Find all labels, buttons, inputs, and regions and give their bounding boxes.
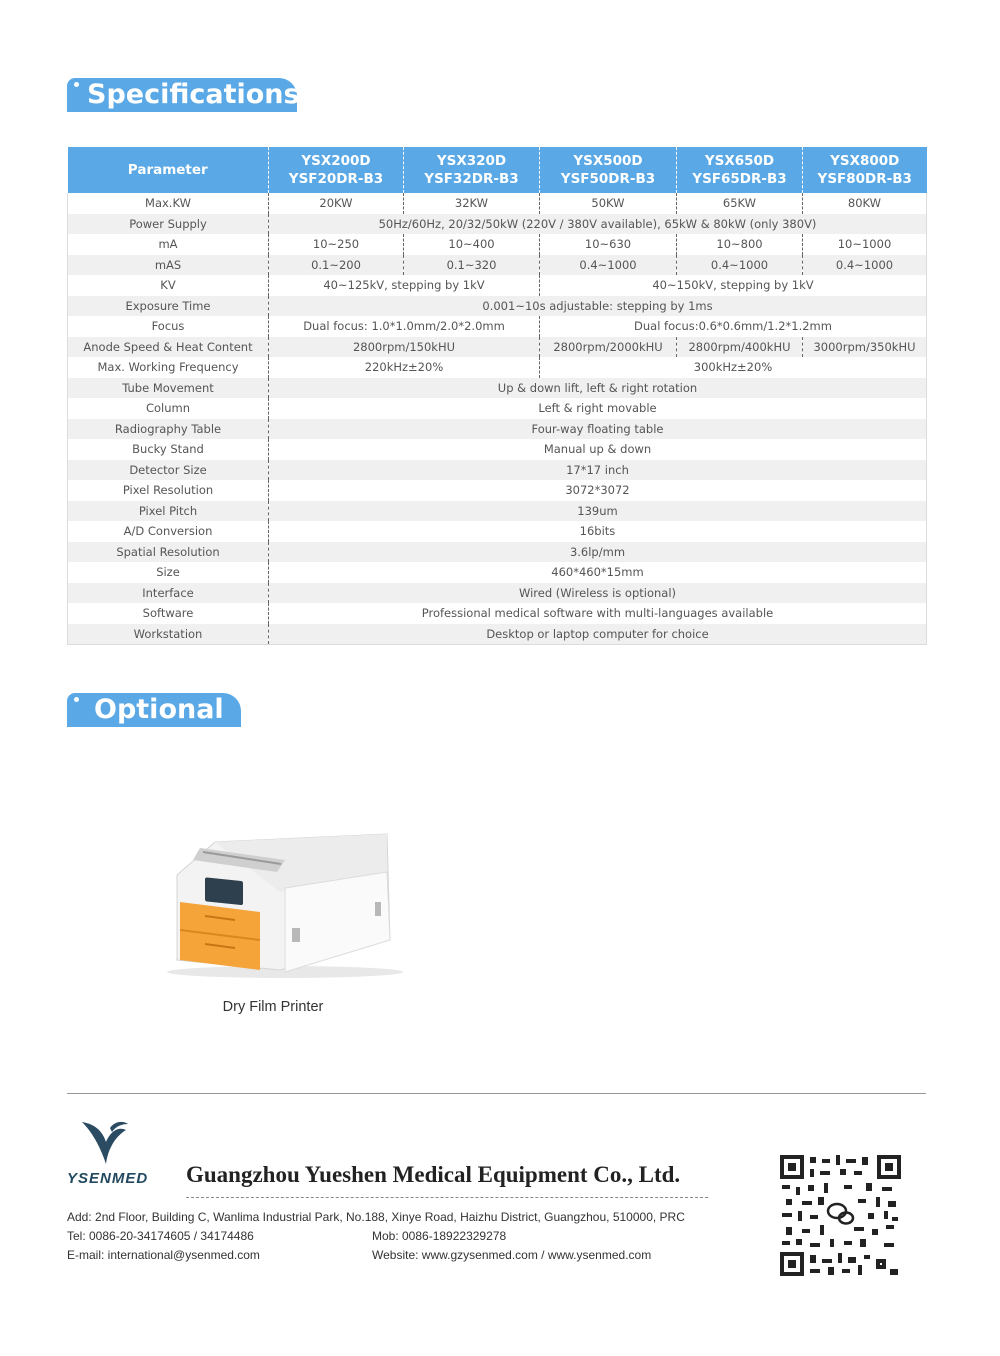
table-row: [68, 501, 927, 522]
spec-value: 50Hz/60Hz, 20/32/50kW (220V / 380V available), 65kW & 80kW (only 380V): [269, 214, 927, 235]
parameter-label: Pixel Resolution: [68, 480, 269, 501]
model-header: YSX320D YSF32DR-B3: [404, 147, 540, 193]
spec-value: 139um: [269, 501, 927, 522]
parameter-label: Detector Size: [68, 460, 269, 481]
parameter-label: Pixel Pitch: [68, 501, 269, 522]
table-row: [68, 275, 927, 296]
company-mob: Mob: 0086-18922329278: [372, 1229, 507, 1243]
table-row: [68, 337, 927, 358]
parameter-label: Interface: [68, 583, 269, 604]
dry-film-printer-caption: Dry Film Printer: [222, 999, 324, 1015]
spec-value: 3072*3072: [269, 480, 927, 501]
table-row: [68, 460, 927, 481]
table-row: [68, 378, 927, 399]
spec-value: 16bits: [269, 521, 927, 542]
company-logo-text: YSENMED: [67, 1170, 149, 1187]
parameter-label: Max. Working Frequency: [68, 357, 269, 378]
parameter-label: mAS: [68, 255, 269, 276]
parameter-label: Focus: [68, 316, 269, 337]
spec-value: 50KW: [540, 193, 677, 214]
spec-value: 220kHz±20%: [269, 357, 540, 378]
table-row: [68, 480, 927, 501]
specifications-table-body: [68, 193, 927, 645]
spec-value: 2800rpm/400kHU: [677, 337, 803, 358]
parameter-label: KV: [68, 275, 269, 296]
spec-value: 80KW: [803, 193, 927, 214]
table-row: [68, 439, 927, 460]
parameter-label: Workstation: [68, 624, 269, 645]
spec-value: 0.1~200: [269, 255, 404, 276]
spec-value: 2800rpm/150kHU: [269, 337, 540, 358]
spec-value: Manual up & down: [269, 439, 927, 460]
spec-value: Wired (Wireless is optional): [269, 583, 927, 604]
spec-value: Desktop or laptop computer for choice: [269, 624, 927, 645]
spec-value: Up & down lift, left & right rotation: [269, 378, 927, 399]
spec-value: 20KW: [269, 193, 404, 214]
spec-value: 300kHz±20%: [540, 357, 927, 378]
spec-value: 10~400: [404, 234, 540, 255]
optional-heading: Optional: [67, 693, 241, 727]
spec-value: 0.4~1000: [540, 255, 677, 276]
footer-divider: [67, 1093, 926, 1094]
spec-value: 10~250: [269, 234, 404, 255]
model-header: YSX800D YSF80DR-B3: [803, 147, 927, 193]
parameter-label: Size: [68, 562, 269, 583]
spec-value: 10~1000: [803, 234, 927, 255]
specifications-table: [67, 147, 927, 645]
company-address: Add: 2nd Floor, Building C, Wanlima Industrial Park, No.188, Xinye Road, Haizhu District, Guangzhou, 510000, PRC: [67, 1210, 685, 1224]
dry-film-printer-image: [155, 820, 405, 980]
table-row: [68, 542, 927, 563]
spec-value: 2800rpm/2000kHU: [540, 337, 677, 358]
spec-value: 40~150kV, stepping by 1kV: [540, 275, 927, 296]
spec-value: 0.4~1000: [677, 255, 803, 276]
spec-value: 3000rpm/350kHU: [803, 337, 927, 358]
company-email[interactable]: E-mail: international@ysenmed.com: [67, 1248, 260, 1262]
table-row: [68, 357, 927, 378]
spec-value: Dual focus:0.6*0.6mm/1.2*1.2mm: [540, 316, 927, 337]
model-header: YSX650D YSF65DR-B3: [677, 147, 803, 193]
parameter-header: Parameter: [68, 147, 269, 193]
heading-dot: [74, 697, 79, 702]
table-row: [68, 193, 927, 214]
spec-value: 40~125kV, stepping by 1kV: [269, 275, 540, 296]
spec-value: Dual focus: 1.0*1.0mm/2.0*2.0mm: [269, 316, 540, 337]
ysenmed-logo-icon: [80, 1118, 130, 1168]
table-row: [68, 316, 927, 337]
spec-value: Four-way floating table: [269, 419, 927, 440]
model-header: YSX500D YSF50DR-B3: [540, 147, 677, 193]
table-row: [68, 603, 927, 624]
table-row: [68, 234, 927, 255]
table-row: [68, 255, 927, 276]
wechat-qr-code-icon: [780, 1155, 901, 1276]
company-divider: [186, 1197, 708, 1198]
spec-value: 32KW: [404, 193, 540, 214]
spec-value: Left & right movable: [269, 398, 927, 419]
spec-value: 0.1~320: [404, 255, 540, 276]
spec-value: Professional medical software with multi-languages available: [269, 603, 927, 624]
parameter-label: mA: [68, 234, 269, 255]
table-row: [68, 624, 927, 645]
parameter-label: Column: [68, 398, 269, 419]
table-row: [68, 583, 927, 604]
parameter-label: Power Supply: [68, 214, 269, 235]
spec-value: 0.001~10s adjustable: stepping by 1ms: [269, 296, 927, 317]
heading-dot: [74, 82, 79, 87]
parameter-label: A/D Conversion: [68, 521, 269, 542]
parameter-label: Software: [68, 603, 269, 624]
specifications-heading: Specifications: [67, 78, 297, 112]
parameter-label: Bucky Stand: [68, 439, 269, 460]
company-website[interactable]: Website: www.gzysenmed.com / www.ysenmed.com: [372, 1248, 652, 1262]
parameter-label: Max.KW: [68, 193, 269, 214]
table-row: [68, 214, 927, 235]
parameter-label: Anode Speed & Heat Content: [68, 337, 269, 358]
table-header-row: [68, 147, 927, 193]
parameter-label: Exposure Time: [68, 296, 269, 317]
company-tel: Tel: 0086-20-34174605 / 34174486: [67, 1229, 254, 1243]
table-row: [68, 521, 927, 542]
table-row: [68, 398, 927, 419]
spec-value: 0.4~1000: [803, 255, 927, 276]
parameter-label: Tube Movement: [68, 378, 269, 399]
table-row: [68, 562, 927, 583]
spec-value: 17*17 inch: [269, 460, 927, 481]
table-row: [68, 296, 927, 317]
company-name: Guangzhou Yueshen Medical Equipment Co., Ltd.: [186, 1162, 681, 1187]
parameter-label: Spatial Resolution: [68, 542, 269, 563]
spec-value: 460*460*15mm: [269, 562, 927, 583]
spec-value: 65KW: [677, 193, 803, 214]
parameter-label: Radiography Table: [68, 419, 269, 440]
spec-value: 10~630: [540, 234, 677, 255]
table-row: [68, 419, 927, 440]
spec-value: 3.6lp/mm: [269, 542, 927, 563]
spec-value: 10~800: [677, 234, 803, 255]
model-header: YSX200D YSF20DR-B3: [269, 147, 404, 193]
